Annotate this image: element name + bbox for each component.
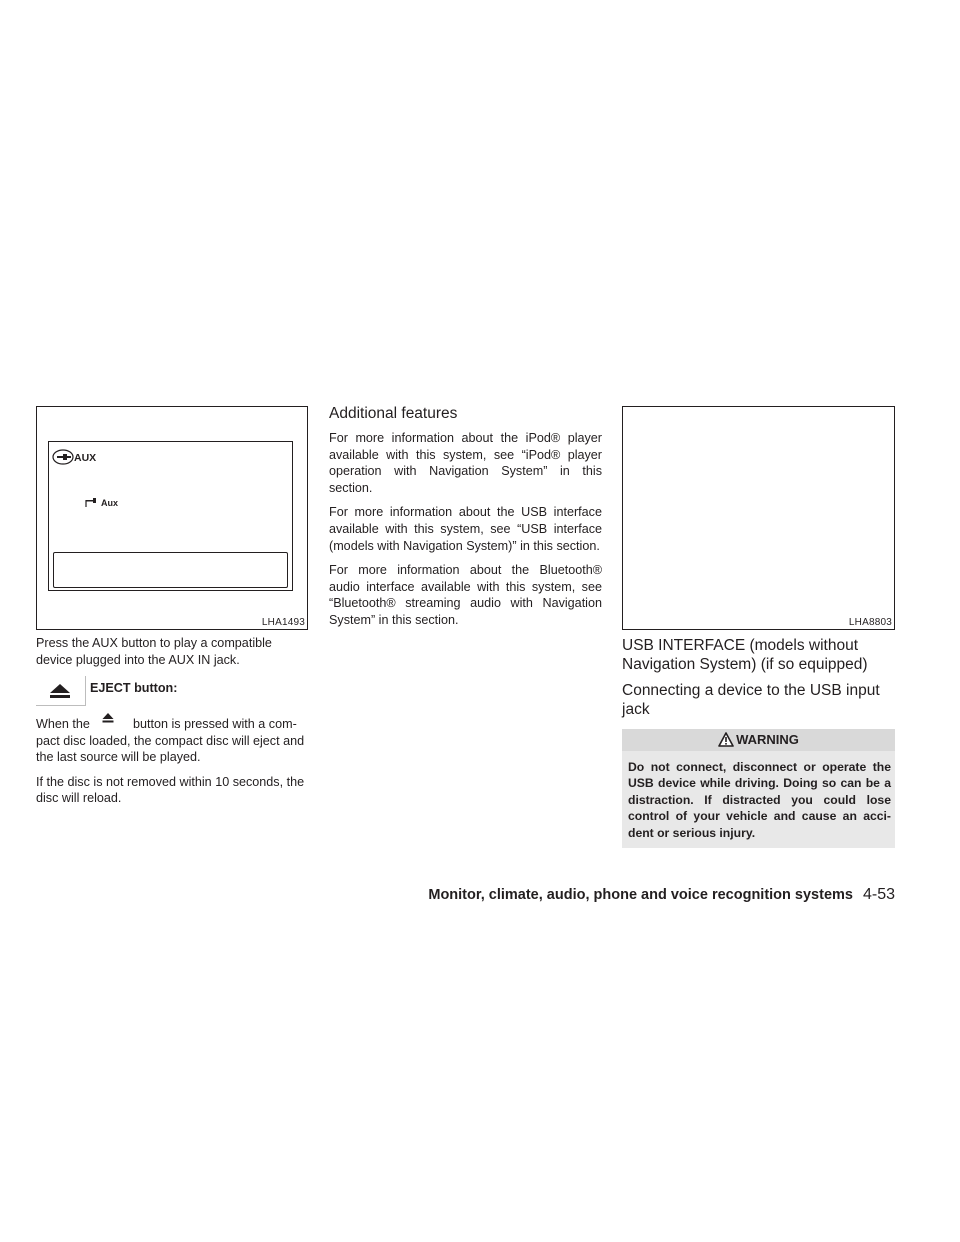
- aux-paragraph-text: Press the AUX button to play a compatible device plugged into the AUX IN jack.: [36, 636, 272, 667]
- eject-icon-box: [36, 676, 86, 706]
- page-footer: [428, 886, 895, 904]
- additional-features-body: [329, 430, 602, 637]
- additional-bluetooth-paragraph: For more information about the Bluetooth® audio interface available with this system, see “Bluetooth® streaming audio with Navigation System” in this section.: [329, 563, 602, 627]
- screen-title: AUX: [74, 452, 97, 464]
- display-screen: [48, 441, 293, 591]
- aux-plug-small-icon: [85, 497, 99, 508]
- screen-item-aux: Aux: [101, 498, 119, 508]
- warning-text: Do not connect, disconnect or operate the USB device while driving. Doing so can be a distraction. If distracted you could lose control of your vehicle and cause an acci- dent or serious injury.: [622, 751, 895, 848]
- eject-icon: [49, 684, 71, 700]
- eject-line-2: pact disc loaded, the compact disc will eject and: [36, 733, 305, 748]
- eject-heading: EJECT button:: [90, 681, 178, 695]
- figure-usb: [622, 406, 895, 630]
- additional-usb-paragraph: For more information about the USB interface available with this system, see “USB interface (models with Navigation System)” in this section.: [329, 505, 602, 553]
- eject-text-after: button is pressed with a com-: [133, 717, 297, 731]
- usb-connect-heading: Connecting a device to the USB input jack: [622, 682, 880, 718]
- eject-text-before: When the: [36, 717, 90, 731]
- aux-paragraph: [36, 635, 311, 668]
- page-number: 4-53: [862, 886, 895, 903]
- eject-line-3: the last source will be played.: [36, 750, 201, 765]
- warning-box: [622, 729, 895, 848]
- figure-aux-screen: [36, 406, 308, 630]
- additional-features-heading: Additional features: [329, 405, 458, 422]
- aux-plug-icon: [52, 449, 74, 465]
- additional-ipod-paragraph: For more information about the iPod® player available with this system, see “iPod® player operation with Navigation System” in this section.: [329, 431, 602, 495]
- figure-id: LHA1493: [261, 617, 305, 628]
- warning-label: WARNING: [736, 732, 799, 747]
- footer-section-title: Monitor, climate, audio, phone and voice recognition systems: [428, 887, 853, 903]
- warning-header: [622, 729, 895, 751]
- eject-paragraph: [36, 716, 311, 815]
- warning-triangle-icon: [718, 732, 734, 747]
- usb-interface-heading: USB INTERFACE (models without Navigation System) (if so equipped): [622, 637, 868, 673]
- screen-status-bar: [53, 552, 288, 588]
- reload-paragraph: If the disc is not removed within 10 seconds, the disc will reload.: [36, 774, 305, 806]
- figure-id-right: LHA8803: [848, 617, 892, 628]
- eject-inline-icon: [102, 713, 114, 724]
